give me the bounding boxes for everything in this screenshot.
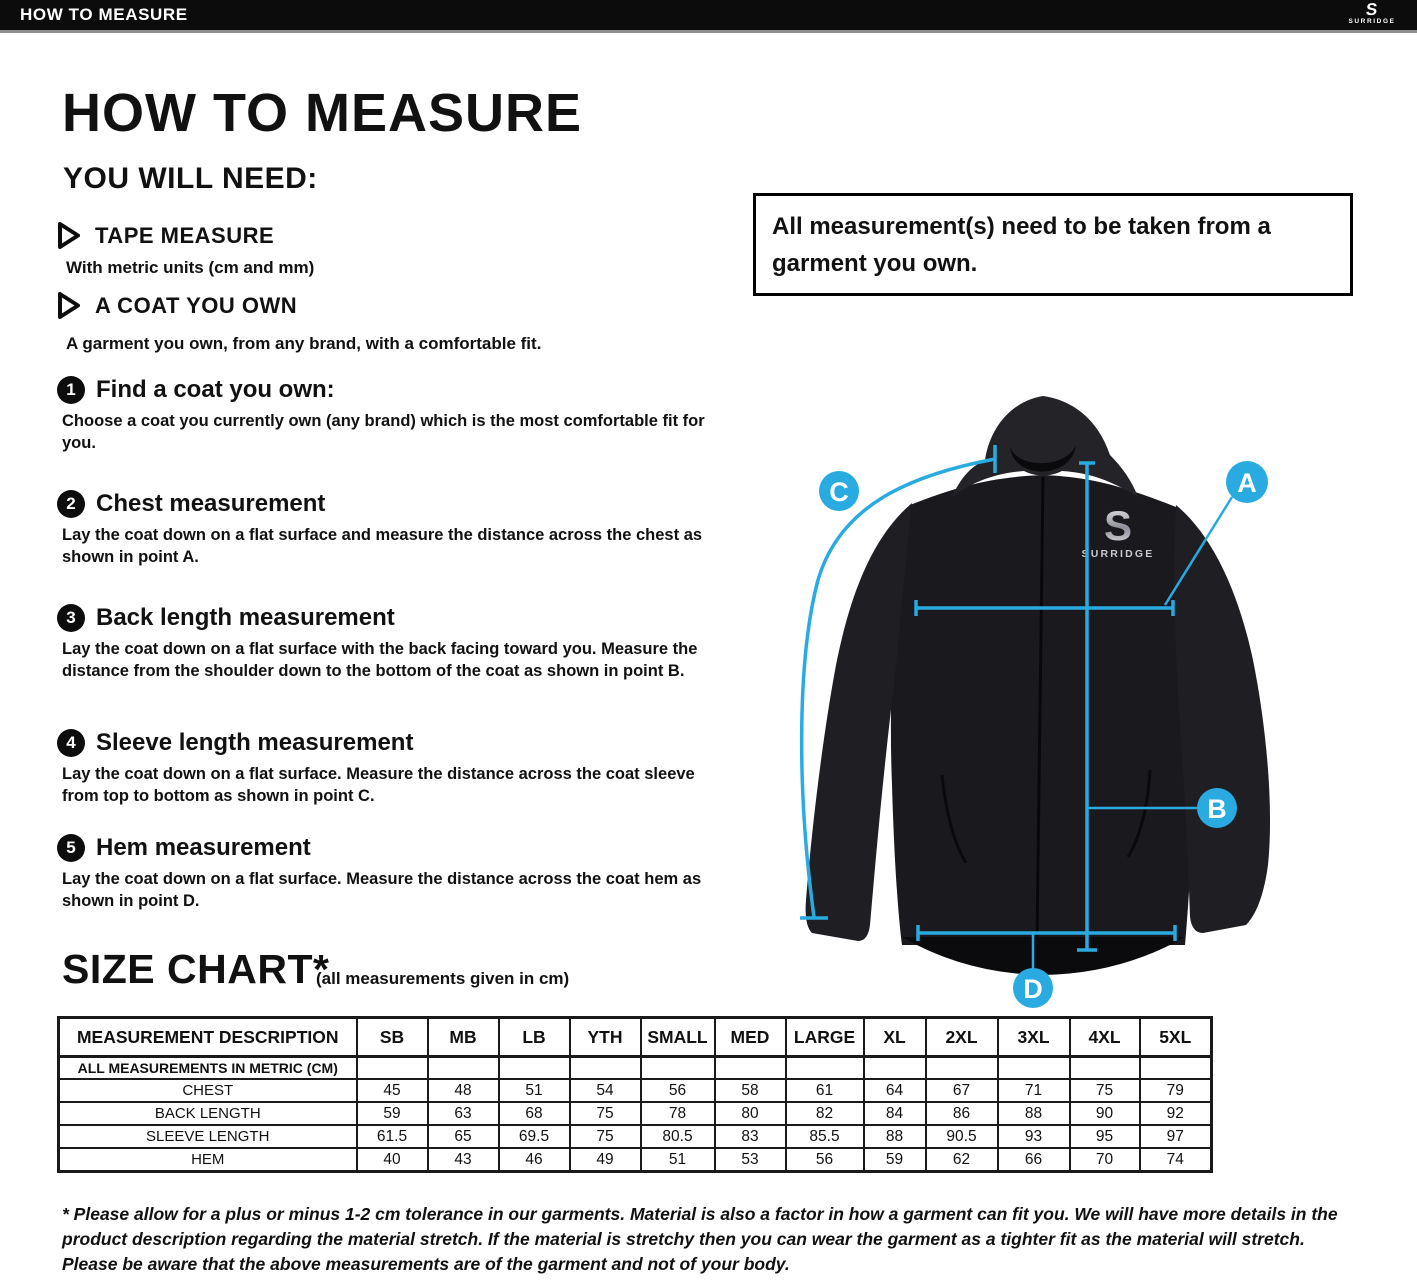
step-description: Lay the coat down on a flat surface and measure the distance across the chest as shown in point A. bbox=[62, 526, 703, 566]
header-cell-size: SMALL bbox=[641, 1018, 715, 1057]
table-cell-empty bbox=[428, 1057, 499, 1080]
callout-d bbox=[1013, 968, 1053, 1008]
table-cell: 84 bbox=[864, 1102, 926, 1125]
tolerance-footnote: * Please allow for a plus or minus 1-2 cm tolerance in our garments. Material is also a factor in how a garment can fit you. We will have more details in the product description regarding the material stretch. If the material is stretchy then you can wear the garment as a tighter fit as the material will stretch. Please be aware that the above measurements are of the garment and not of your body. bbox=[62, 1204, 1338, 1274]
surridge-logo-s-icon: S bbox=[1365, 0, 1379, 19]
header-cell-size: 4XL bbox=[1070, 1018, 1140, 1057]
step-item-1 bbox=[57, 376, 757, 454]
requirement-label: TAPE MEASURE bbox=[95, 222, 275, 248]
table-cell: 59 bbox=[864, 1148, 926, 1172]
table-header-row bbox=[59, 1018, 1212, 1057]
row-label: SLEEVE LENGTH bbox=[59, 1125, 357, 1148]
header-cell-size: YTH bbox=[570, 1018, 641, 1057]
table-cell-empty bbox=[926, 1057, 998, 1080]
table-cell: 64 bbox=[864, 1079, 926, 1102]
note-text: All measurement(s) need to be taken from a garment you own. bbox=[772, 213, 1271, 277]
step-item-5 bbox=[57, 834, 757, 912]
table-cell: 75 bbox=[570, 1125, 641, 1148]
table-cell-empty bbox=[570, 1057, 641, 1080]
table-cell: 63 bbox=[428, 1102, 499, 1125]
callout-a bbox=[1226, 461, 1268, 503]
surridge-logo bbox=[1339, 1, 1405, 26]
top-bar-title: HOW TO MEASURE bbox=[20, 5, 188, 24]
header-cell-size: MED bbox=[715, 1018, 786, 1057]
table-cell: 69.5 bbox=[499, 1125, 570, 1148]
requirement-description: A garment you own, from any brand, with a comfortable fit. bbox=[66, 334, 542, 353]
requirement-coat bbox=[57, 292, 717, 319]
header-cell-size: 2XL bbox=[926, 1018, 998, 1057]
you-will-need-heading: YOU WILL NEED: bbox=[63, 162, 318, 195]
table-cell-empty bbox=[1070, 1057, 1140, 1080]
callout-c bbox=[819, 471, 859, 511]
table-cell: 92 bbox=[1140, 1102, 1212, 1125]
step-description: Lay the coat down on a flat surface. Measure the distance across the coat hem as shown in point D. bbox=[62, 870, 702, 910]
step-description: Lay the coat down on a flat surface with the back facing toward you. Measure the distance from the shoulder down to the bottom of the coat as shown in point B. bbox=[62, 640, 698, 680]
jacket-chest-logo-s-icon: S bbox=[1103, 502, 1133, 549]
table-cell-empty bbox=[641, 1057, 715, 1080]
step-number-badge: 2 bbox=[57, 490, 85, 518]
table-cell: 53 bbox=[715, 1148, 786, 1172]
step-title: Hem measurement bbox=[96, 834, 311, 861]
table-cell: 56 bbox=[641, 1079, 715, 1102]
table-cell: 88 bbox=[998, 1102, 1070, 1125]
requirement-label: A COAT YOU OWN bbox=[95, 292, 298, 318]
table-cell-empty bbox=[715, 1057, 786, 1080]
header-cell-size: LB bbox=[499, 1018, 570, 1057]
header-cell-size: 5XL bbox=[1140, 1018, 1212, 1057]
table-cell: 97 bbox=[1140, 1125, 1212, 1148]
size-chart-table bbox=[57, 1016, 1213, 1173]
header-cell-size: XL bbox=[864, 1018, 926, 1057]
table-cell: 85.5 bbox=[786, 1125, 864, 1148]
row-label: CHEST bbox=[59, 1079, 357, 1102]
table-cell: 68 bbox=[499, 1102, 570, 1125]
step-item-3 bbox=[57, 604, 757, 682]
table-cell: 61 bbox=[786, 1079, 864, 1102]
callout-a-letter: A bbox=[1237, 468, 1257, 498]
table-cell: 51 bbox=[499, 1079, 570, 1102]
step-item-2 bbox=[57, 490, 757, 568]
table-cell: 56 bbox=[786, 1148, 864, 1172]
table-cell: 74 bbox=[1140, 1148, 1212, 1172]
header-cell-size: LARGE bbox=[786, 1018, 864, 1057]
table-cell: 90.5 bbox=[926, 1125, 998, 1148]
table-unit-row bbox=[59, 1057, 1212, 1080]
callout-d-letter: D bbox=[1023, 974, 1043, 1004]
surridge-logo-wordmark: SURRIDGE bbox=[1348, 18, 1396, 25]
header-cell-description: MEASUREMENT DESCRIPTION bbox=[59, 1018, 357, 1057]
table-cell-empty bbox=[998, 1057, 1070, 1080]
table-cell-empty bbox=[357, 1057, 428, 1080]
header-cell-size: MB bbox=[428, 1018, 499, 1057]
step-number-badge: 4 bbox=[57, 729, 85, 757]
table-cell: 78 bbox=[641, 1102, 715, 1125]
table-cell: 95 bbox=[1070, 1125, 1140, 1148]
table-cell-empty bbox=[499, 1057, 570, 1080]
callout-c-letter: C bbox=[829, 477, 849, 507]
table-cell: 49 bbox=[570, 1148, 641, 1172]
size-chart-subheading: (all measurements given in cm) bbox=[316, 969, 570, 988]
jacket-chest-logo-wordmark: SURRIDGE bbox=[1081, 548, 1155, 560]
jacket-diagram bbox=[760, 385, 1320, 1015]
table-cell: 93 bbox=[998, 1125, 1070, 1148]
play-triangle-icon bbox=[57, 292, 81, 319]
callout-b-letter: B bbox=[1207, 794, 1227, 824]
table-cell: 45 bbox=[357, 1079, 428, 1102]
table-cell: 80 bbox=[715, 1102, 786, 1125]
step-title: Back length measurement bbox=[96, 604, 395, 631]
play-triangle-icon bbox=[57, 222, 81, 249]
table-cell: 51 bbox=[641, 1148, 715, 1172]
unit-row-label: ALL MEASUREMENTS IN METRIC (CM) bbox=[59, 1057, 357, 1080]
step-title: Sleeve length measurement bbox=[96, 729, 414, 756]
table-cell: 54 bbox=[570, 1079, 641, 1102]
table-row-sleeve-length bbox=[59, 1125, 1212, 1148]
page-title: HOW TO MEASURE bbox=[62, 83, 583, 143]
table-cell: 75 bbox=[1070, 1079, 1140, 1102]
row-label: BACK LENGTH bbox=[59, 1102, 357, 1125]
callout-b bbox=[1197, 788, 1237, 828]
step-title: Find a coat you own: bbox=[96, 376, 335, 403]
table-cell: 59 bbox=[357, 1102, 428, 1125]
size-chart-heading: SIZE CHART* bbox=[62, 946, 330, 992]
table-cell: 67 bbox=[926, 1079, 998, 1102]
table-cell: 70 bbox=[1070, 1148, 1140, 1172]
table-cell: 48 bbox=[428, 1079, 499, 1102]
row-label: HEM bbox=[59, 1148, 357, 1172]
step-item-4 bbox=[57, 729, 757, 807]
table-cell: 80.5 bbox=[641, 1125, 715, 1148]
table-cell: 58 bbox=[715, 1079, 786, 1102]
table-cell: 40 bbox=[357, 1148, 428, 1172]
table-cell: 71 bbox=[998, 1079, 1070, 1102]
table-row-hem bbox=[59, 1148, 1212, 1172]
table-cell: 62 bbox=[926, 1148, 998, 1172]
step-description: Lay the coat down on a flat surface. Measure the distance across the coat sleeve from top to bottom as shown in point C. bbox=[62, 765, 695, 805]
jacket-silhouette bbox=[806, 396, 1270, 975]
table-cell: 65 bbox=[428, 1125, 499, 1148]
table-cell: 86 bbox=[926, 1102, 998, 1125]
table-cell: 66 bbox=[998, 1148, 1070, 1172]
note-box bbox=[753, 193, 1353, 296]
table-cell: 75 bbox=[570, 1102, 641, 1125]
step-description: Choose a coat you currently own (any brand) which is the most comfortable fit for you. bbox=[62, 412, 705, 452]
step-number-badge: 3 bbox=[57, 604, 85, 632]
table-cell: 88 bbox=[864, 1125, 926, 1148]
step-title: Chest measurement bbox=[96, 490, 326, 517]
requirement-description: With metric units (cm and mm) bbox=[66, 258, 315, 277]
requirement-tape-measure bbox=[57, 222, 717, 249]
table-cell-empty bbox=[864, 1057, 926, 1080]
table-cell: 46 bbox=[499, 1148, 570, 1172]
step-number-badge: 5 bbox=[57, 834, 85, 862]
table-cell: 82 bbox=[786, 1102, 864, 1125]
table-cell: 61.5 bbox=[357, 1125, 428, 1148]
table-row-chest bbox=[59, 1079, 1212, 1102]
top-bar bbox=[0, 0, 1417, 33]
table-cell: 83 bbox=[715, 1125, 786, 1148]
table-cell-empty bbox=[786, 1057, 864, 1080]
table-cell: 90 bbox=[1070, 1102, 1140, 1125]
header-cell-size: SB bbox=[357, 1018, 428, 1057]
header-cell-size: 3XL bbox=[998, 1018, 1070, 1057]
table-cell: 79 bbox=[1140, 1079, 1212, 1102]
table-row-back-length bbox=[59, 1102, 1212, 1125]
step-number-badge: 1 bbox=[57, 376, 85, 404]
table-cell: 43 bbox=[428, 1148, 499, 1172]
table-cell-empty bbox=[1140, 1057, 1212, 1080]
